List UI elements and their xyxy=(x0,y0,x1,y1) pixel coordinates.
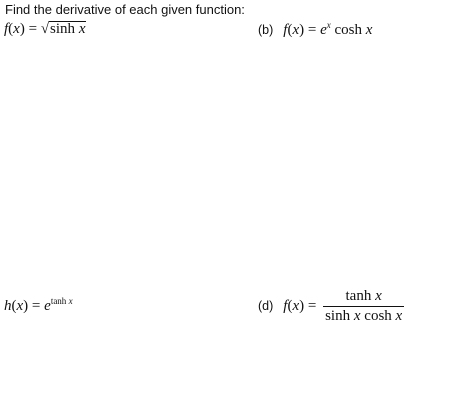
function-name: f xyxy=(283,297,288,314)
function-name: f xyxy=(4,21,9,37)
function-variable: x xyxy=(292,22,300,38)
problem-b-equation: $f(x) = e^x$ cosh x xyxy=(283,20,373,38)
problem-c-equation: $h(x) = e^{tanh x}$ xyxy=(4,296,73,314)
function-variable: x xyxy=(13,21,20,37)
problem-label: (b) xyxy=(258,23,274,37)
exponent-function: tanh xyxy=(50,296,67,306)
fraction xyxy=(323,288,404,325)
exponential-base: e xyxy=(44,298,51,314)
denominator-variable-1: x xyxy=(353,308,361,324)
radical-icon: √ xyxy=(40,21,50,37)
function-variable: x xyxy=(292,297,300,314)
exponent: x xyxy=(326,20,331,30)
problem-a xyxy=(4,20,86,38)
numerator-variable: x xyxy=(375,288,382,304)
denominator-function-2: cosh xyxy=(364,308,392,324)
numerator-function: tanh xyxy=(345,288,372,304)
numerator xyxy=(323,288,404,307)
problem-b xyxy=(258,20,372,39)
problem-d xyxy=(258,288,404,325)
function-name: f xyxy=(283,22,288,38)
problem-label: (d) xyxy=(258,298,274,313)
problem-a-equation: f(x) = √sinh x xyxy=(4,21,86,37)
radicand-function: sinh xyxy=(50,21,76,37)
radicand xyxy=(49,21,86,38)
radicand-variable: x xyxy=(78,21,86,37)
problem-c xyxy=(4,296,73,315)
problem-d-equation: f(x) = $\frac{\text{tanh x}}{\text{sinh x cosh x}}$ xyxy=(283,288,403,324)
denominator xyxy=(323,307,404,325)
hyperbolic-function: cosh xyxy=(334,22,363,38)
exponent-variable: x xyxy=(68,296,73,306)
exponential-base: e xyxy=(320,22,327,38)
square-root xyxy=(41,21,87,38)
instructions-heading: Find the derivative of each given function: xyxy=(5,2,245,17)
denominator-variable-2: x xyxy=(395,308,403,324)
function-variable: x xyxy=(16,298,24,314)
function-name: h xyxy=(4,298,12,314)
hyperbolic-variable: x xyxy=(365,22,373,38)
denominator-function-1: sinh xyxy=(325,308,351,324)
